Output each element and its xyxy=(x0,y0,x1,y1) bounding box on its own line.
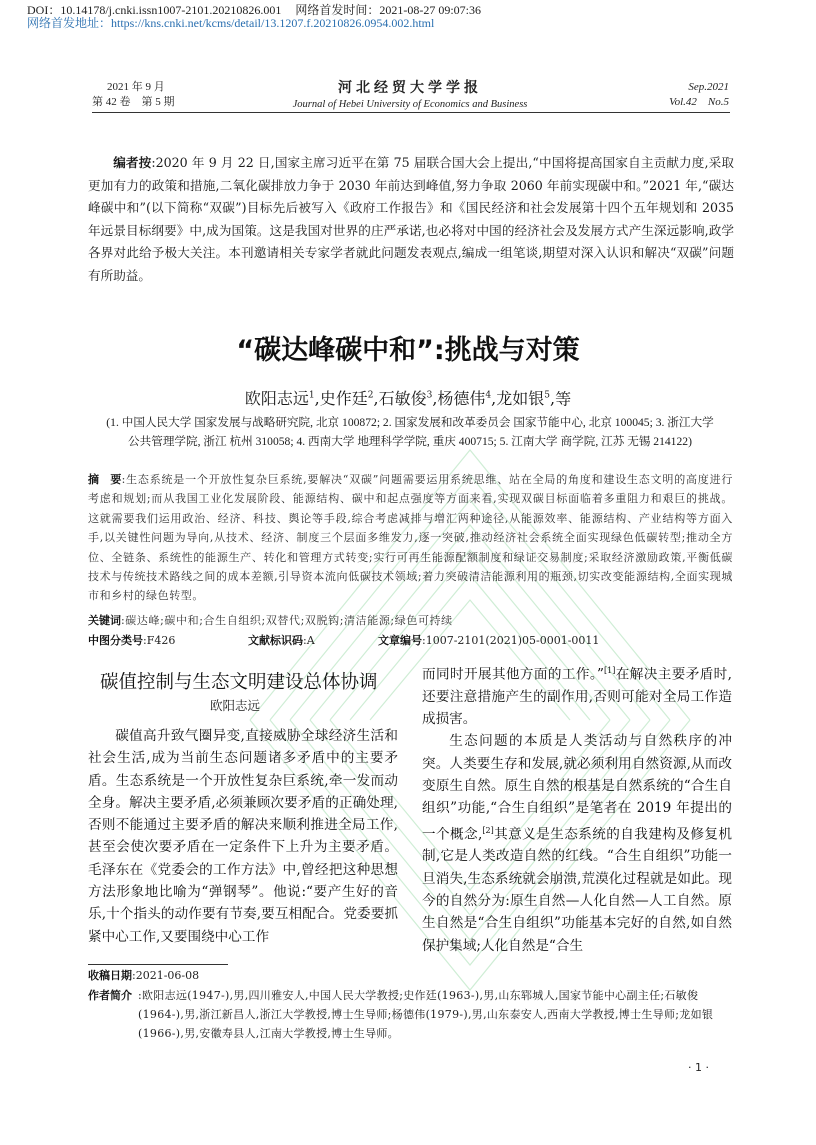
paragraph-text: 在解决主要矛盾时,还要注意措施产生的副作用,否则可能对全局工作造成损害。 xyxy=(422,666,732,728)
section-title: 碳值控制与生态文明建设总体协调 xyxy=(100,672,378,693)
separator: , xyxy=(491,389,497,409)
footnote-rule xyxy=(88,964,228,965)
journal-issue-en xyxy=(669,80,729,110)
journal-name-cn: 河北经贸大学学报 xyxy=(338,80,482,96)
editor-note-label: 编者按 xyxy=(113,155,152,170)
doc-code-label: 文献标识码 xyxy=(248,634,303,647)
body-column-right xyxy=(422,660,732,957)
abstract xyxy=(88,470,733,606)
bio-text: :欧阳志远(1947-),男,四川雅安人,中国人民大学教授;史作廷(1963-),男,山东郓城人,国家节能中心副主任;石敏俊(1964-),男,浙江新昌人,浙江大学教授,博士生导师;杨德伟(1979-),男,山东泰安人,西南大学教授,博士生导师;龙如银(1966-),男,安徽寿县人,江南大学教授,博士生导师。 xyxy=(138,989,714,1040)
header-rule xyxy=(92,112,730,113)
publish-time-label: 网络首发时间： xyxy=(295,3,380,17)
paragraph xyxy=(422,660,732,730)
author xyxy=(379,389,438,408)
journal-issue-cn xyxy=(92,80,212,110)
author xyxy=(245,389,320,408)
citation-ref[interactable]: [2] xyxy=(482,825,494,835)
keywords xyxy=(88,613,453,629)
article-no-value: :1007-2101(2021)05-0001-0011 xyxy=(422,634,600,647)
doi-value: 10.14178/j.cnki.issn1007-2101.20210826.001 xyxy=(60,3,282,17)
clc-number xyxy=(88,633,248,649)
doi-line xyxy=(27,3,481,17)
author-affil-mark: 3 xyxy=(426,391,433,401)
issue-volume-en: Vol.42 No.5 xyxy=(669,96,729,108)
author-name: 欧阳志远 xyxy=(244,389,309,409)
separator: , xyxy=(550,389,556,409)
author xyxy=(320,389,379,408)
url-link[interactable]: https://kns.cnki.net/kcms/detail/13.1207.f.20210826.0954.002.html xyxy=(111,16,435,30)
received-value: :2021-06-08 xyxy=(132,969,200,982)
citation-ref[interactable]: [1] xyxy=(604,666,616,675)
affiliations xyxy=(82,413,738,451)
author-bios xyxy=(88,986,733,1043)
clc-label: 中图分类号 xyxy=(88,634,143,647)
doc-code-value: :A xyxy=(303,634,315,647)
page-number: · 1 · xyxy=(688,1061,709,1074)
affiliations-line: (1. 中国人民大学 国家发展与战略研究院, 北京 100872; 2. 国家发展和改革委员会 国家节能中心, 北京 100045; 3. 浙江大学 xyxy=(106,416,714,429)
editor-note xyxy=(88,152,734,287)
article-no-label: 文章编号 xyxy=(378,634,422,647)
url-label: 网络首发地址： xyxy=(27,16,112,30)
affiliations-line: 公共管理学院, 浙江 杭州 310058; 4. 西南大学 地理科学学院, 重庆 400715; 5. 江南大学 商学院, 江苏 无锡 214122) xyxy=(128,435,692,448)
body-column-left xyxy=(88,725,398,948)
journal-name-en: Journal of Hebei University of Economics and Business xyxy=(292,99,528,110)
author-affil-mark: 1 xyxy=(308,391,315,401)
classification-info xyxy=(88,633,599,649)
separator: , xyxy=(373,389,379,409)
issue-volume-cn: 第 42 卷 第 5 期 xyxy=(92,96,175,108)
doi-label: DOI： xyxy=(27,3,61,17)
article-title: “碳达峰碳中和”:挑战与对策 xyxy=(236,335,580,366)
paragraph-text: 生态问题的本质是人类活动与自然秩序的冲突。人类要生存和发展,就必须利用自然资源,从而改变原生自然。原生自然的根基是自然系统的“合生自组织”功能,“合生自组织”是笔者在 2019 年提出的一个概念, xyxy=(422,733,732,843)
paragraph: 碳值高升致气圈异变,直接威胁全球经济生活和社会生活,成为当前生态问题诸多矛盾中的主要矛盾。生态系统是一个开放性复杂巨系统,牵一发而动全身。解决主要矛盾,必须兼顾次要矛盾的正确处理,否则不能通过主要矛盾的解决来顺利推进全局工作,甚至会使次要矛盾在一定条件下上升为主要矛盾。毛泽东在《党委会的工作方法》中,曾经把这种思想方法形象地比喻为“弹钢琴”。他说:“要产生好的音乐,十个指头的动作要有节奏,要互相配合。党委要抓紧中心工作,又要围绕中心工作 xyxy=(88,728,398,945)
received-date xyxy=(88,966,199,985)
publish-time-value: 2021-08-27 09:07:36 xyxy=(379,3,482,17)
separator: , xyxy=(314,389,320,409)
abstract-label: 摘 要 xyxy=(88,473,122,486)
issue-date-en: Sep.2021 xyxy=(688,81,729,93)
article-number xyxy=(378,633,599,649)
author-list xyxy=(0,386,816,409)
author-name: 龙如银 xyxy=(496,389,545,409)
document-code xyxy=(248,633,378,649)
author-affil-mark: 5 xyxy=(544,391,550,401)
author-affil-mark: 2 xyxy=(367,391,374,401)
journal-name xyxy=(240,80,580,112)
editor-note-text: :2020 年 9 月 22 日,国家主席习近平在第 75 届联合国大会上提出,“中国将提高国家自主贡献力度,采取更加有力的政策和措施,二氧化碳排放力争于 2030 年前达到峰值,努力争取 2060 年前实现碳中和。”2021 年,“碳达峰碳中和”(以下简称“双碳”)目标先后被写入《政府工作报告》和《国民经济和社会发展第十四个五年规划和 2035 年远景目标纲要》中,成为国策。这是我国对世界的庄严承诺,也必将对中国的经济社会及发展方式产生深远影响,政学各界对此给予极大关注。本刊邀请相关专家学者就此问题发表观点,编成一组笔谈,期望对深入认识和解决“双碳”问题有所助益。 xyxy=(88,155,735,283)
paragraph-text: 其意义是生态系统的自我建构及修复机制,它是人类改造自然的红线。“合生自组织”功能一旦消失,生态系统就会崩溃,荒漠化过程就是如此。现今的自然分为:原生自然—人化自然—人工自然。原生自然是“合生自组织”功能基本完好的自然,如自然保护集域;人化自然是“合生 xyxy=(422,826,732,954)
issue-date-cn: 2021 年 9 月 xyxy=(107,81,165,93)
keywords-text: :碳达峰;碳中和;合生自组织;双替代;双脱钩;清洁能源;绿色可持续 xyxy=(121,614,453,627)
section-author: 欧阳志远 xyxy=(210,698,261,713)
paragraph-text: 而同时开展其他方面的工作。” xyxy=(422,666,605,683)
author xyxy=(496,389,555,408)
author xyxy=(437,389,496,408)
bio-label: 作者简介 xyxy=(88,989,132,1002)
received-label: 收稿日期 xyxy=(88,969,132,982)
author-name: 石敏俊 xyxy=(378,389,427,409)
online-url-line xyxy=(27,16,434,30)
authors-suffix: 等 xyxy=(555,389,572,409)
author-name: 史作廷 xyxy=(319,389,368,409)
abstract-text: :生态系统是一个开放性复杂巨系统,要解决“双碳”问题需要运用系统思维、站在全局的角度和建设生态文明的高度进行考虑和规划;而从我国工业化发展阶段、能源结构、碳中和起点强度等方面来看,实现双碳目标面临着多重阻力和艰巨的挑战。这就需要我们运用政治、经济、科技、舆论等手段,综合考虑减排与增汇两种途径,从能源效率、能源结构、产业结构等方面入手,以关键性问题为导向,从技术、经济、制度三个层面多维发力,逐一突破,推动经济社会系统全面实现绿色低碳转型;推动全方位、全链条、系统性的能源生产、转化和管理方式转变;实行可再生能源配额制度和绿证交易制度;采取经济激励政策,平衡低碳技术与传统技术路线之间的成本差额,引导资本流向低碳技术领域;着力突破清洁能源利用的瓶颈,切实改变能源结构,全面实现城市和乡村的绿色转型。 xyxy=(88,473,733,603)
author-affil-mark: 4 xyxy=(485,391,492,401)
paragraph xyxy=(422,730,732,957)
separator: , xyxy=(432,389,438,409)
keywords-label: 关键词 xyxy=(88,614,121,627)
author-name: 杨德伟 xyxy=(437,389,486,409)
clc-value: :F426 xyxy=(143,634,176,647)
